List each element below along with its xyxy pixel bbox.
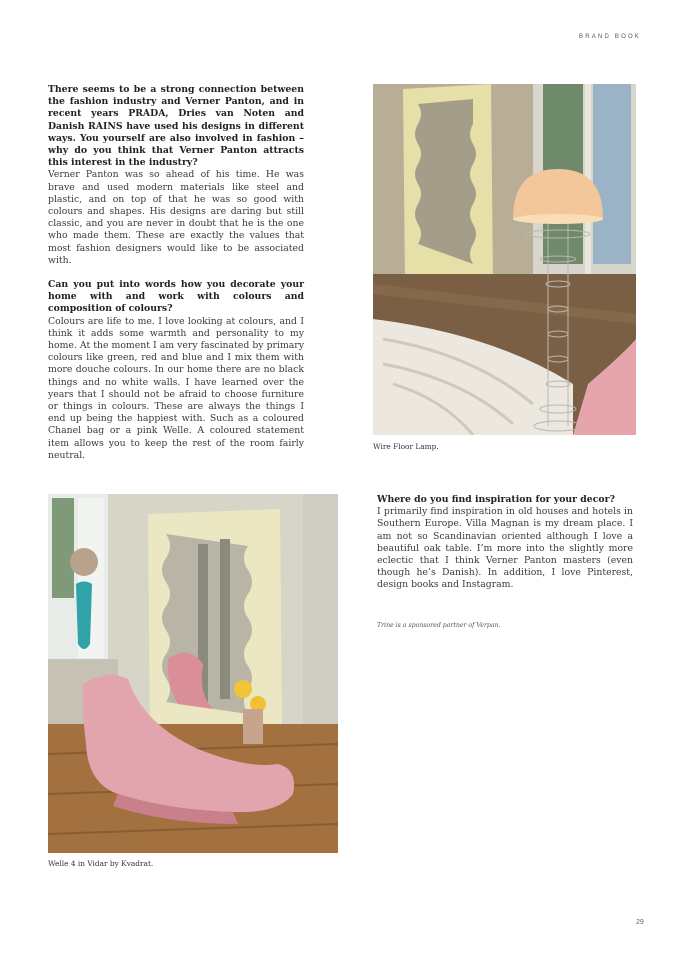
sponsor-note: Trine is a sponsored partner of Verpan. <box>377 622 501 629</box>
question-colours: Can you put into words how you decorate your home with and work with colours and composition of colours? <box>48 279 304 315</box>
welle-chair-photo <box>48 494 338 853</box>
question-inspiration: Where do you find inspiration for your decor? <box>377 494 615 505</box>
answer-fashion: Verner Panton was so ahead of his time. He was brave and used modern materials like steel and plastic, and on top of that he was so good with colours and shapes. His designs are daring but still classic, and you are never in doubt that he is the one who made them. These are exactly the values that most fashion designers would like to be associated with. <box>48 169 304 266</box>
lamp-caption: Wire Floor Lamp. <box>373 442 439 451</box>
page-number: 29 <box>636 919 644 926</box>
wire-floor-lamp-photo <box>373 84 636 435</box>
brand-book-header: BRAND BOOK <box>579 34 642 40</box>
question-fashion: There seems to be a strong connection between the fashion industry and Verner Panton, and in recent years PRADA, Dries van Noten and Danish RAINS have used his designs in different ways. You yourself are also involved in fashion – why do you think that Verner Panton attracts this interest in the industry? <box>48 84 304 169</box>
right-text-column <box>377 494 633 592</box>
answer-inspiration: I primarily find inspiration in old houses and hotels in Southern Europe. Villa Magnan is my dream place. I am not so Scandinavian oriented although I love a beautiful oak table. I’m more into the slightly more eclectic that I think Verner Panton masters (even though he’s Danish). In addition, I love Pinterest, design books and Instagram. <box>377 506 633 591</box>
answer-colours: Colours are life to me. I love looking at colours, and I think it adds some warmth and personality to my home. At the moment I am very fascinated by primary colours like green, red and blue and I mix them with more douche colours. In our home there are no black things and no white walls. I have learned over the years that I should not be afraid to choose furniture or things in colours. These are always the things I end up being the happiest with. Such as a coloured Chanel bag or a pink Welle. A coloured statement item allows you to keep the rest of the room fairly neutral. <box>48 315 304 461</box>
left-text-column <box>48 84 304 462</box>
welle-caption: Welle 4 in Vidar by Kvadrat. <box>48 859 154 868</box>
